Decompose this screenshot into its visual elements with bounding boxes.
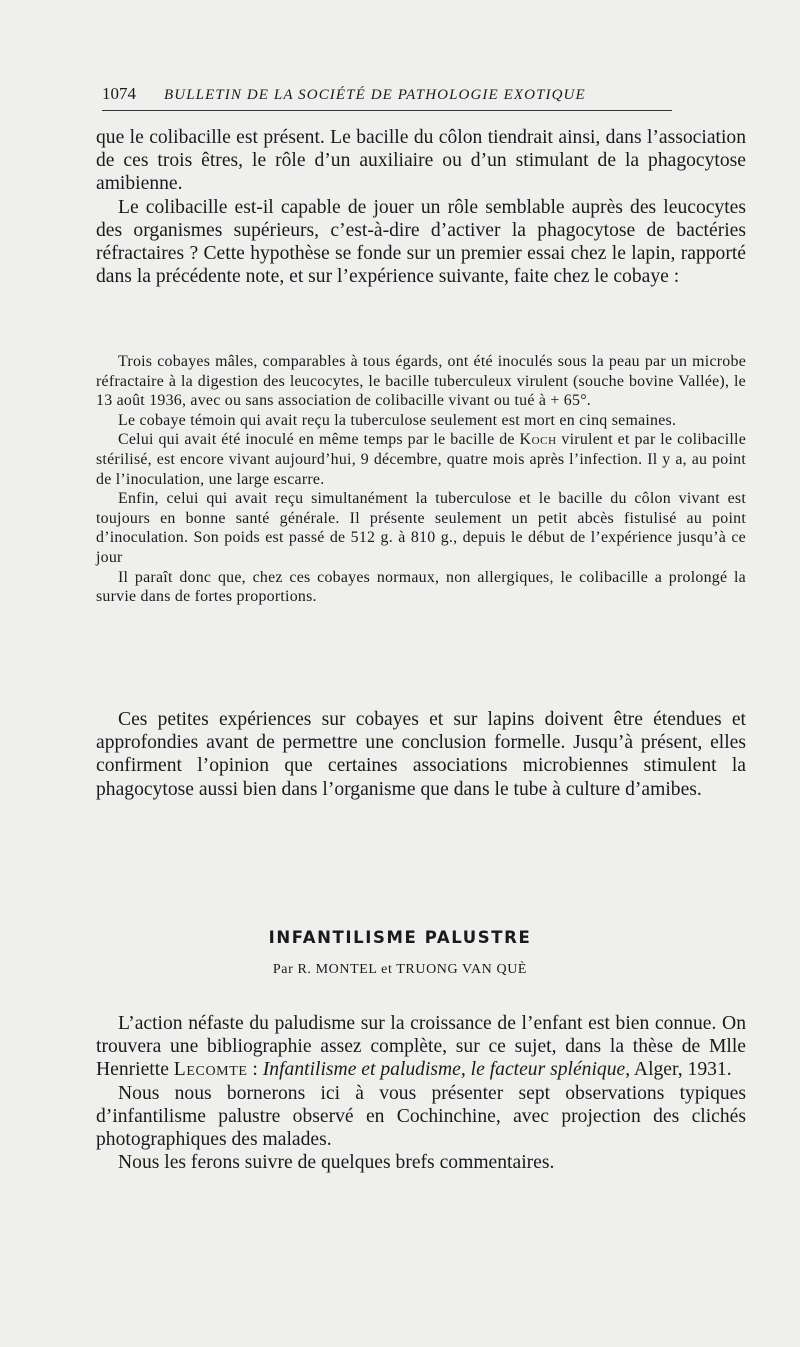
intro-section [96, 126, 746, 288]
article-paragraph-3: Nous les ferons suivre de quelques brefs commentaires. [118, 1152, 555, 1174]
article-paragraph-2: Nous nous bornerons ici à vous présenter sept observations typiques d’infantilisme palustre observé en Cochinchine, avec projection des clichés photographiques des malades. [96, 1082, 746, 1151]
article-paragraph-1 [96, 1012, 746, 1082]
experiment-paragraph-3 [96, 430, 746, 489]
author-name-koch: Koch [519, 431, 557, 449]
article-p1-text-end: , Alger, 1931. [625, 1059, 732, 1081]
experiment-p3-text-b: virulent et par le colibacille stérilisé, est encore vivant aujourd’hui, 9 décembre, quatre mois après l’infection. Il y a, au point de l’inoculation, une large escarre. [96, 431, 746, 488]
conclusion-section [96, 708, 746, 801]
experiment-section [96, 352, 746, 607]
article-p1-separator: : [247, 1059, 263, 1081]
page-header [102, 84, 672, 111]
paragraph-continuation: que le colibacille est présent. Le bacille du côlon tiendrait ainsi, dans l’association de ces trois êtres, le rôle d’un auxiliaire ou d’un stimulant de la phagocytose amibienne. [96, 127, 746, 195]
experiment-paragraph-2: Le cobaye témoin qui avait reçu la tuberculose seulement est mort en cinq semaines. [118, 411, 677, 429]
article-byline: Par R. MONTEL et TRUONG VAN QUÈ [272, 962, 528, 977]
experiment-paragraph-5: Il paraît donc que, chez ces cobayes normaux, non allergiques, le colibacille a prolongé la survie dans de fortes proportions. [96, 568, 746, 606]
experiment-paragraph-1: Trois cobayes mâles, comparables à tous égards, ont été inoculés sous la peau par un microbe réfractaire à la digestion des leucocytes, le bacille tuberculeux virulent (souche bovine Vallée), le 13 août 1936, avec ou sans association de colibacille vivant ou tué à + 65°. [96, 353, 746, 410]
author-name-lecomte: Lecomte [173, 1059, 248, 1081]
experiment-paragraph-4: Enfin, celui qui avait reçu simultanément la tuberculose et le bacille du côlon vivant est toujours en bonne santé générale. Il présente seulement un petit abcès fistulisé au point d’inoculation. Son poids est passé de 512 g. à 810 g., depuis le début de l’expérience jusqu’à ce jour [96, 490, 746, 566]
article-p1-text-a: L’action néfaste du paludisme sur la croissance de l’enfant est bien connue. On trouvera une bibliographie assez complète, sur ce sujet, dans la thèse de Mlle Henriette [96, 1013, 746, 1081]
experiment-p3-text-a: Celui qui avait été inoculé en même temps par le bacille de [118, 431, 520, 449]
paragraph-hypothesis: Le colibacille est-il capable de jouer un rôle semblable auprès des leucocytes des organismes supérieurs, c’est-à-dire d’activer la phagocytose de bactéries réfractaires ? Cette hypothèse se fonde sur un premier essai chez le lapin, rapporté dans la précédente note, et sur l’expérience suivante, faite chez le cobaye : [96, 196, 746, 288]
article-body [96, 1012, 746, 1174]
page-number: 1074 [102, 84, 136, 103]
running-title: BULLETIN DE LA SOCIÉTÉ DE PATHOLOGIE EXOTIQUE [164, 87, 586, 103]
thesis-title: Infantilisme et paludisme, le facteur splénique [262, 1059, 626, 1081]
conclusion-paragraph: Ces petites expériences sur cobayes et sur lapins doivent être étendues et approfondies avant de permettre une conclusion formelle. Jusqu’à présent, elles confirment l’opinion que certaines associations microbiennes stimulent la phagocytose aussi bien dans l’organisme que dans le tube à culture d’amibes. [96, 709, 746, 800]
article-title: INFANTILISME PALUSTRE [268, 928, 532, 947]
